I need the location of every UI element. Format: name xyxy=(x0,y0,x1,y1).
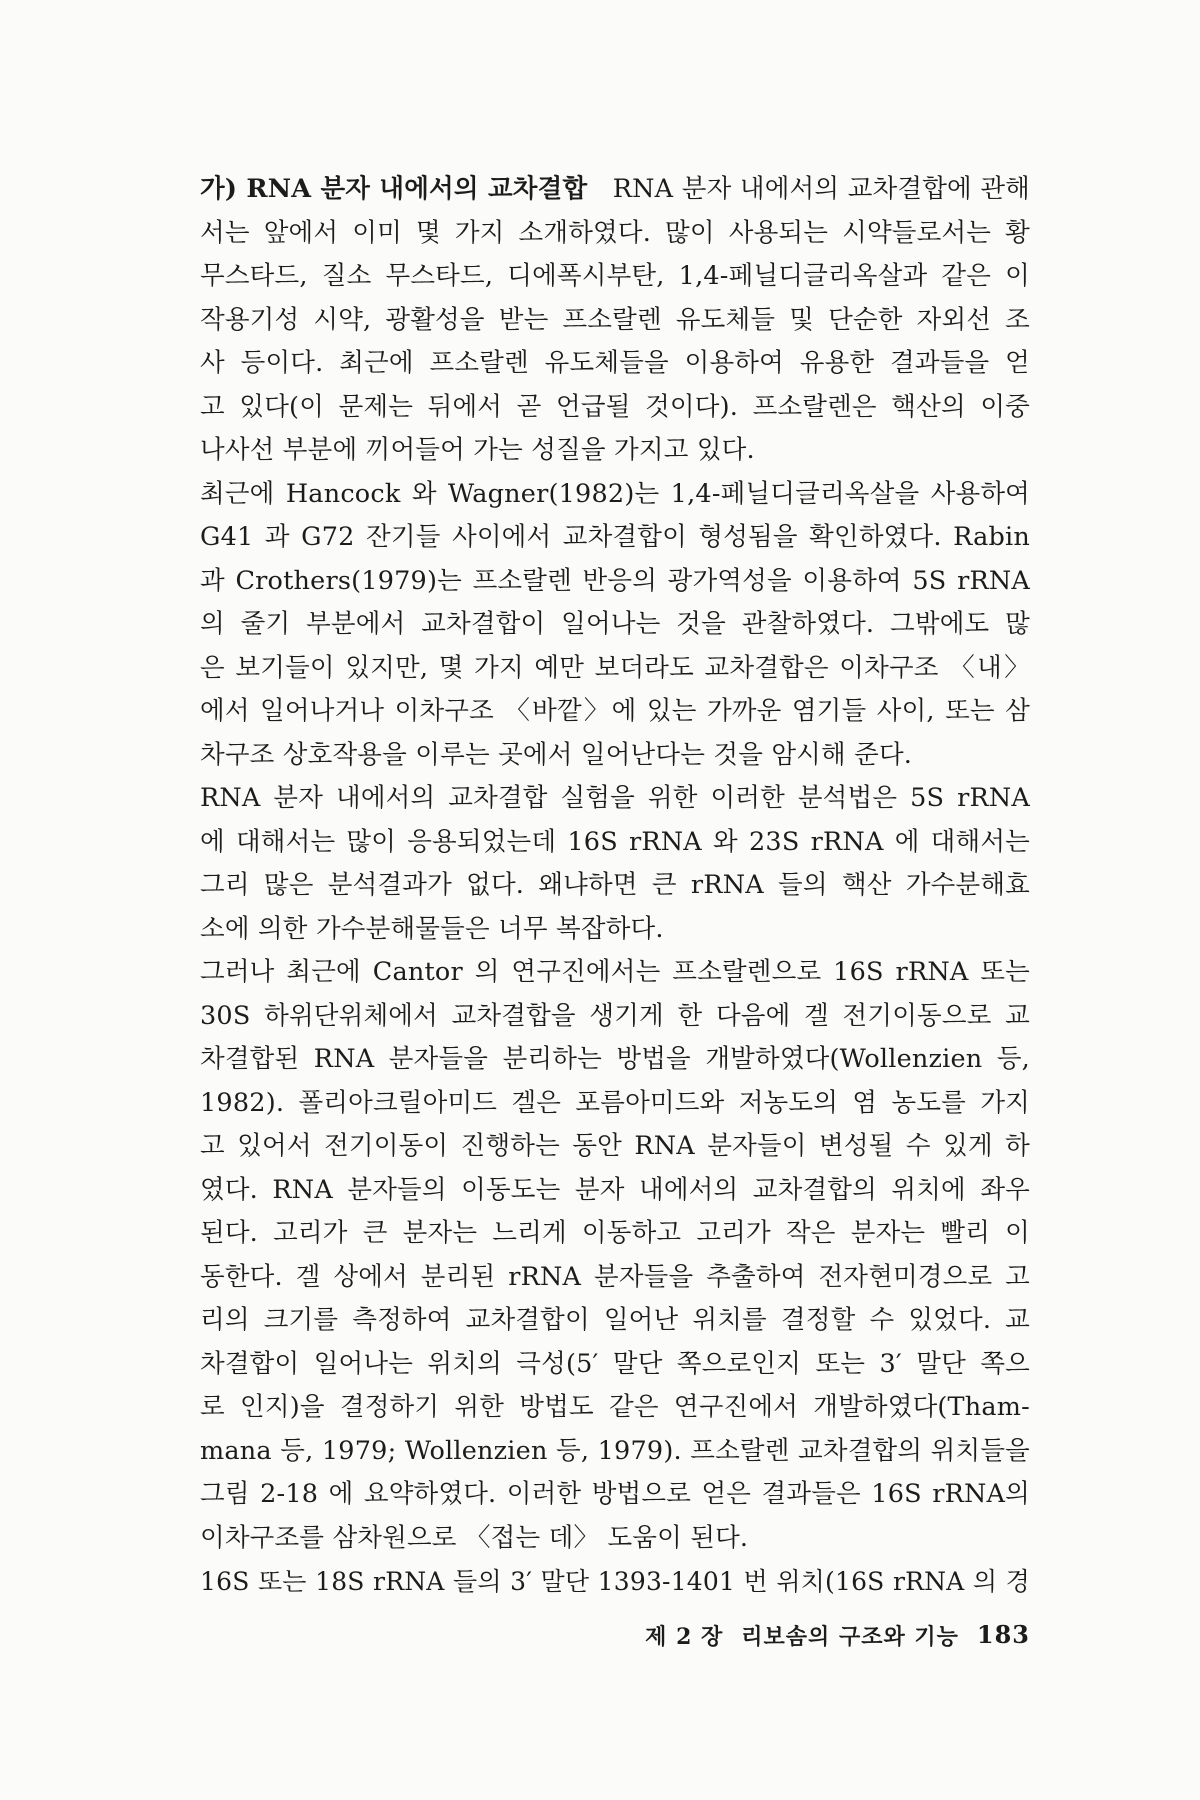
text-line: 된다. 고리가 큰 분자는 느리게 이동하고 고리가 작은 분자는 빨리 이 xyxy=(200,1218,1030,1248)
page-footer xyxy=(610,1620,1030,1651)
text-line: 차구조 상호작용을 이루는 곳에서 일어난다는 것을 암시해 준다. xyxy=(200,739,913,770)
text-line: 리의 크기를 측정하여 교차결합이 일어난 위치를 결정할 수 있었다. 교 xyxy=(200,1305,1030,1335)
text-line: 서는 앞에서 이미 몇 가지 소개하였다. 많이 사용되는 시약들로서는 황 xyxy=(200,217,1030,248)
text-line: 작용기성 시약, 광활성을 받는 프소랄렌 유도체들 및 단순한 자외선 조 xyxy=(200,304,1030,335)
text-line: 무스타드, 질소 무스타드, 디에폭시부탄, 1,4-페닐디글리옥살과 같은 이 xyxy=(200,261,1030,291)
text-line: G41 과 G72 잔기들 사이에서 교차결합이 형성됨을 확인하였다. Rabin xyxy=(200,522,1030,552)
text-line: RNA 분자 내에서의 교차결합 실험을 위한 이러한 분석법은 5S rRNA xyxy=(200,783,1030,813)
text-line: 은 보기들이 있지만, 몇 가지 예만 보더라도 교차결합은 이차구조 〈내〉 xyxy=(200,652,1030,683)
text-line: 로 인지)을 결정하기 위한 방법도 같은 연구진에서 개발하였다(Tham- xyxy=(200,1392,1030,1422)
text-line: 에 대해서는 많이 응용되었는데 16S rRNA 와 23S rRNA 에 대해서는 xyxy=(200,826,1030,857)
text-line: 고 있다(이 문제는 뒤에서 곧 언급될 것이다). 프소랄렌은 핵산의 이중 xyxy=(200,391,1030,422)
section-heading: 가) RNA 분자 내에서의 교차결합 xyxy=(200,174,588,204)
text-line: 소에 의한 가수분해물들은 너무 복잡하다. xyxy=(200,913,664,944)
text-line: mana 등, 1979; Wollenzien 등, 1979). 프소랄렌 교차결합의 위치들을 xyxy=(200,1435,1030,1466)
text-line: 과 Crothers(1979)는 프소랄렌 반응의 광가역성을 이용하여 5S rRNA xyxy=(200,565,1030,596)
footer-chapter: 제 2 장 xyxy=(645,1624,724,1650)
paragraph-2 xyxy=(200,473,1030,778)
paragraph-3 xyxy=(200,777,1030,951)
text-line: 사 등이다. 최근에 프소랄렌 유도체들을 이용하여 유용한 결과들을 얻 xyxy=(200,348,1030,378)
text-line: 1982). 폴리아크릴아미드 겔은 포름아미드와 저농도의 염 농도를 가지 xyxy=(200,1087,1030,1118)
paragraph-4 xyxy=(200,951,1030,1560)
paragraph-5 xyxy=(200,1560,1030,1604)
text-line xyxy=(200,168,1030,212)
text-line: 16S 또는 18S rRNA 들의 3′ 말단 1393-1401 번 위치(16S rRNA 의 경 xyxy=(200,1567,1030,1596)
text-line: 그러나 최근에 Cantor 의 연구진에서는 프소랄렌으로 16S rRNA 또는 xyxy=(200,957,1030,987)
page-body xyxy=(200,168,1030,1604)
footer-title: 리보솜의 구조와 기능 xyxy=(741,1624,959,1650)
text-line: 그리 많은 분석결과가 없다. 왜냐하면 큰 rRNA 들의 핵산 가수분해효 xyxy=(200,870,1030,900)
text-line: 동한다. 겔 상에서 분리된 rRNA 분자들을 추출하여 전자현미경으로 고 xyxy=(200,1261,1030,1292)
text-line: 최근에 Hancock 와 Wagner(1982)는 1,4-페닐디글리옥살을 사용하여 xyxy=(200,478,1030,509)
text-line: 차결합된 RNA 분자들을 분리하는 방법을 개발하였다(Wollenzien 등, xyxy=(200,1044,1030,1074)
text-line: 에서 일어나거나 이차구조 〈바깥〉에 있는 가까운 염기들 사이, 또는 삼 xyxy=(200,696,1030,726)
paragraph-1 xyxy=(200,168,1030,473)
text-line: 차결합이 일어나는 위치의 극성(5′ 말단 쪽으로인지 또는 3′ 말단 쪽으 xyxy=(200,1348,1030,1379)
text-line: 였다. RNA 분자들의 이동도는 분자 내에서의 교차결합의 위치에 좌우 xyxy=(200,1174,1030,1205)
text-line: 이차구조를 삼차원으로 〈접는 데〉 도움이 된다. xyxy=(200,1522,749,1553)
text-line: 30S 하위단위체에서 교차결합을 생기게 한 다음에 겔 전기이동으로 교 xyxy=(200,1000,1030,1031)
text-line: 고 있어서 전기이동이 진행하는 동안 RNA 분자들이 변성될 수 있게 하 xyxy=(200,1131,1030,1161)
text-line: 그림 2-18 에 요약하였다. 이러한 방법으로 얻은 결과들은 16S rRNA의 xyxy=(200,1479,1030,1509)
text-line: 의 줄기 부분에서 교차결합이 일어나는 것을 관찰하였다. 그밖에도 많 xyxy=(200,609,1030,639)
page-number: 183 xyxy=(976,1620,1030,1649)
text-line-segment: RNA 분자 내에서의 교차결합에 관해 xyxy=(612,174,1031,204)
text-line: 나사선 부분에 끼어들어 가는 성질을 가지고 있다. xyxy=(200,435,755,465)
